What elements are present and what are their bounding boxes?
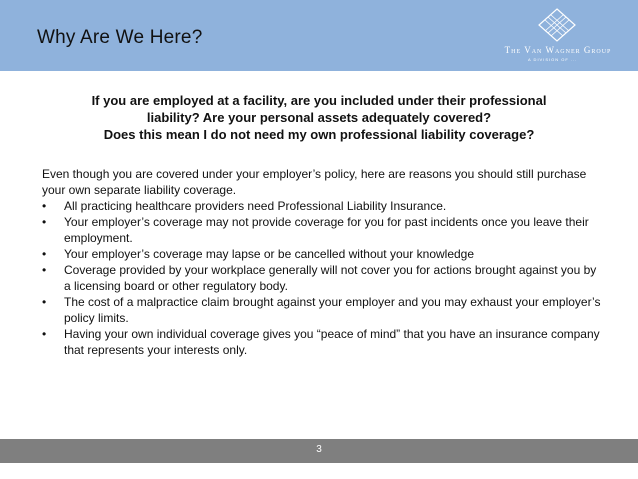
list-item xyxy=(42,198,602,214)
page-number: 3 xyxy=(316,444,322,455)
reason-text: Coverage provided by your workplace generally will not cover you for actions brought against you by a licensing board or other regulatory body. xyxy=(64,263,597,293)
logo-name: The Van Wagner Group xyxy=(504,45,612,55)
question-line: Does this mean I do not need my own professional liability coverage? xyxy=(103,127,535,142)
reason-text: Having your own individual coverage gives you “peace of mind” that you have an insurance company that represents your interests only. xyxy=(64,327,600,357)
slide-header xyxy=(0,0,638,71)
company-logo xyxy=(488,8,628,66)
list-item xyxy=(42,294,602,326)
reason-text: All practicing healthcare providers need Professional Liability Insurance. xyxy=(64,199,447,213)
logo-subtitle: A DIVISION OF ... xyxy=(528,57,578,62)
list-item xyxy=(42,326,602,358)
logo-mark-icon xyxy=(538,8,576,42)
reason-text: Your employer’s coverage may not provide coverage for you for past incidents once you leave their employment. xyxy=(64,215,589,245)
bullet-icon: • xyxy=(42,263,47,277)
list-item xyxy=(42,262,602,294)
slide-footer xyxy=(0,439,638,463)
intro-paragraph: Even though you are covered under your employer’s policy, here are reasons you should still purchase your own separate liability coverage. xyxy=(42,167,587,197)
list-item xyxy=(42,214,602,246)
reasons-list xyxy=(42,198,602,358)
reason-text: Your employer’s coverage may lapse or be cancelled without your knowledge xyxy=(64,247,475,261)
bullet-icon: • xyxy=(42,295,47,309)
bullet-icon: • xyxy=(42,247,47,261)
bullet-icon: • xyxy=(42,327,47,341)
reason-text: The cost of a malpractice claim brought against your employer and you may exhaust your employer’s policy limits. xyxy=(64,295,601,325)
question-line: If you are employed at a facility, are you included under their professional xyxy=(91,93,547,108)
list-item xyxy=(42,246,602,262)
question-line: liability? Are your personal assets adequately covered? xyxy=(146,110,492,125)
bullet-icon: • xyxy=(42,215,47,229)
slide-title: Why Are We Here? xyxy=(37,27,203,48)
bullet-icon: • xyxy=(42,199,47,213)
body-text xyxy=(42,166,602,358)
question-block xyxy=(0,92,638,143)
